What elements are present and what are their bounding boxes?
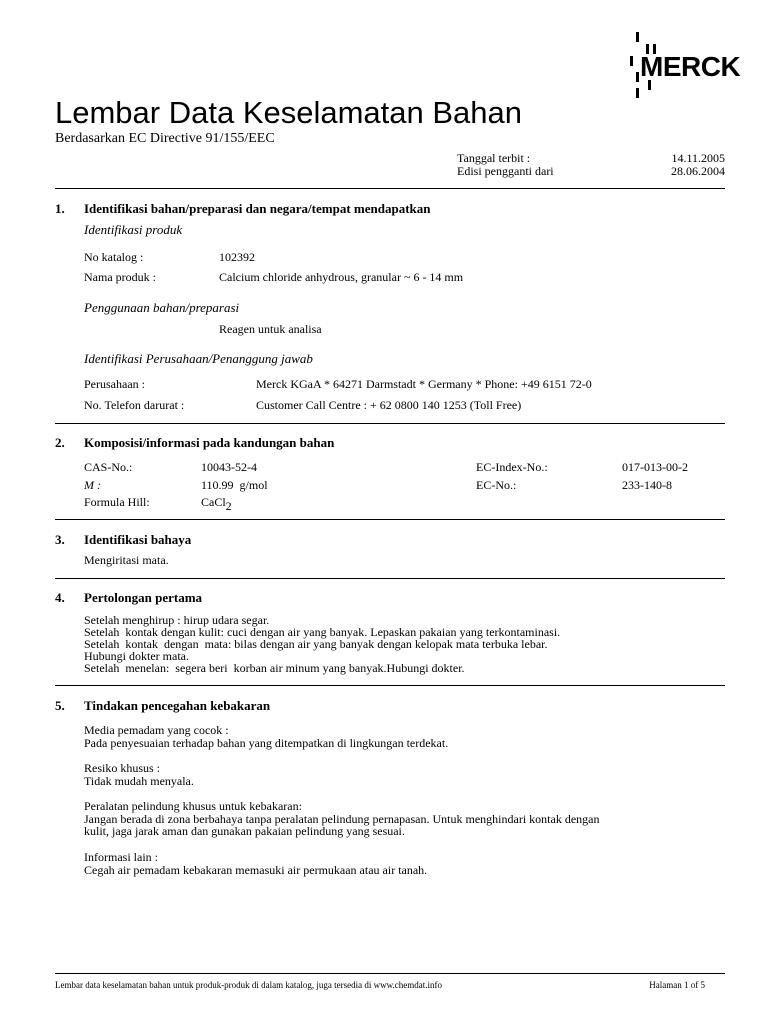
- company-heading: Identifikasi Perusahaan/Penanggung jawab: [84, 351, 313, 366]
- cas-value: 10043-52-4: [201, 460, 257, 474]
- logo-mark-bar: [636, 32, 639, 42]
- section-4-title: Pertolongan pertama: [84, 590, 203, 605]
- issue-date-label: Tanggal terbit :: [457, 151, 531, 165]
- document-title: Lembar Data Keselamatan Bahan: [55, 95, 523, 130]
- section-2-title: Komposisi/informasi pada kandungan bahan: [84, 435, 335, 450]
- page-number: Halaman 1 of 5: [649, 980, 705, 990]
- first-aid-line: Setelah kontak dengan mata: bilas dengan air yang banyak dengan kelopak mata terbuka lebar.: [84, 637, 548, 651]
- section-2-number: 2.: [55, 435, 65, 450]
- section-3-title: Identifikasi bahaya: [84, 532, 192, 547]
- logo-mark-bar: [636, 88, 639, 98]
- ec-index-value: 017-013-00-2: [622, 460, 688, 474]
- document-subtitle: Berdasarkan EC Directive 91/155/EEC: [55, 131, 275, 146]
- protective-equipment-label: Peralatan pelindung khusus untuk kebakaran:: [84, 799, 302, 813]
- product-identification-heading: Identifikasi produk: [84, 222, 183, 237]
- formula-hill-label: Formula Hill:: [84, 495, 150, 509]
- footer-divider: [55, 973, 725, 974]
- merck-logo: [626, 30, 741, 102]
- divider: [55, 519, 725, 520]
- logo-mark-bar: [630, 56, 633, 66]
- first-aid-line: Setelah menelan: segera beri korban air minum yang banyak.Hubungi dokter.: [84, 661, 465, 675]
- usage-heading: Penggunaan bahan/preparasi: [84, 300, 240, 315]
- other-info-label: Informasi lain :: [84, 850, 158, 864]
- divider: [55, 578, 725, 579]
- logo-wordmark: MERCK: [640, 51, 741, 82]
- divider: [55, 685, 725, 686]
- replaces-label: Edisi pengganti dari: [457, 164, 554, 178]
- catalog-value: 102392: [219, 250, 255, 264]
- section-3-number: 3.: [55, 532, 65, 547]
- protective-equipment-text: kulit, jaga jarak aman dan gunakan pakaian pelindung yang sesuai.: [84, 824, 405, 838]
- ec-number-value: 233-140-8: [622, 478, 672, 492]
- section-5-title: Tindakan pencegahan kebakaran: [84, 698, 271, 713]
- molar-mass-label: M :: [84, 478, 101, 492]
- emergency-phone-label: No. Telefon darurat :: [84, 398, 185, 412]
- first-aid-line: Setelah kontak dengan kulit: cuci dengan air yang banyak. Lepaskan pakaian yang terkontaminasi.: [84, 625, 561, 639]
- hazard-text: Mengiritasi mata.: [84, 553, 169, 567]
- extinguishing-media-label: Media pemadam yang cocok :: [84, 723, 229, 737]
- divider: [55, 423, 725, 424]
- first-aid-line: Hubungi dokter mata.: [84, 649, 189, 663]
- divider: [55, 188, 725, 189]
- company-value: Merck KGaA * 64271 Darmstadt * Germany * Phone: +49 6151 72-0: [256, 377, 592, 391]
- catalog-label: No katalog :: [84, 250, 144, 264]
- special-risk-text: Tidak mudah menyala.: [84, 774, 194, 788]
- product-name-value: Calcium chloride anhydrous, granular ~ 6 - 14 mm: [219, 270, 464, 284]
- special-risk-label: Resiko khusus :: [84, 761, 161, 775]
- product-name-label: Nama produk :: [84, 270, 156, 284]
- other-info-text: Cegah air pemadam kebakaran memasuki air permukaan atau air tanah.: [84, 863, 428, 877]
- emergency-phone-value: Customer Call Centre : + 62 0800 140 1253 (Toll Free): [256, 398, 522, 412]
- extinguishing-media-text: Pada penyesuaian terhadap bahan yang ditempatkan di lingkungan terdekat.: [84, 736, 449, 750]
- cas-label: CAS-No.:: [84, 460, 133, 474]
- section-5-number: 5.: [55, 698, 65, 713]
- formula-hill-value: [201, 495, 232, 513]
- protective-equipment-text: Jangan berada di zona berbahaya tanpa peralatan pelindung pernapasan. Untuk menghindari kontak dengan: [84, 812, 600, 826]
- usage-value: Reagen untuk analisa: [219, 322, 322, 336]
- section-1-title: Identifikasi bahan/preparasi dan negara/tempat mendapatkan: [84, 201, 431, 216]
- ec-number-label: EC-No.:: [476, 478, 517, 492]
- formula-base: CaCl: [201, 495, 226, 509]
- logo-mark-bar: [636, 72, 639, 82]
- section-4-number: 4.: [55, 590, 65, 605]
- issue-date-value: 14.11.2005: [671, 151, 725, 165]
- footer-text: Lembar data keselamatan bahan untuk produk-produk di dalam katalog, juga tersedia di www.chemdat.info: [55, 980, 443, 990]
- section-1-number: 1.: [55, 201, 65, 216]
- first-aid-line: Setelah menghirup : hirup udara segar.: [84, 613, 270, 627]
- molar-mass-value: 110.99 g/mol: [201, 478, 268, 492]
- ec-index-label: EC-Index-No.:: [476, 460, 548, 474]
- company-label: Perusahaan :: [84, 377, 145, 391]
- formula-subscript: 2: [225, 499, 232, 513]
- replaces-value: 28.06.2004: [671, 164, 725, 178]
